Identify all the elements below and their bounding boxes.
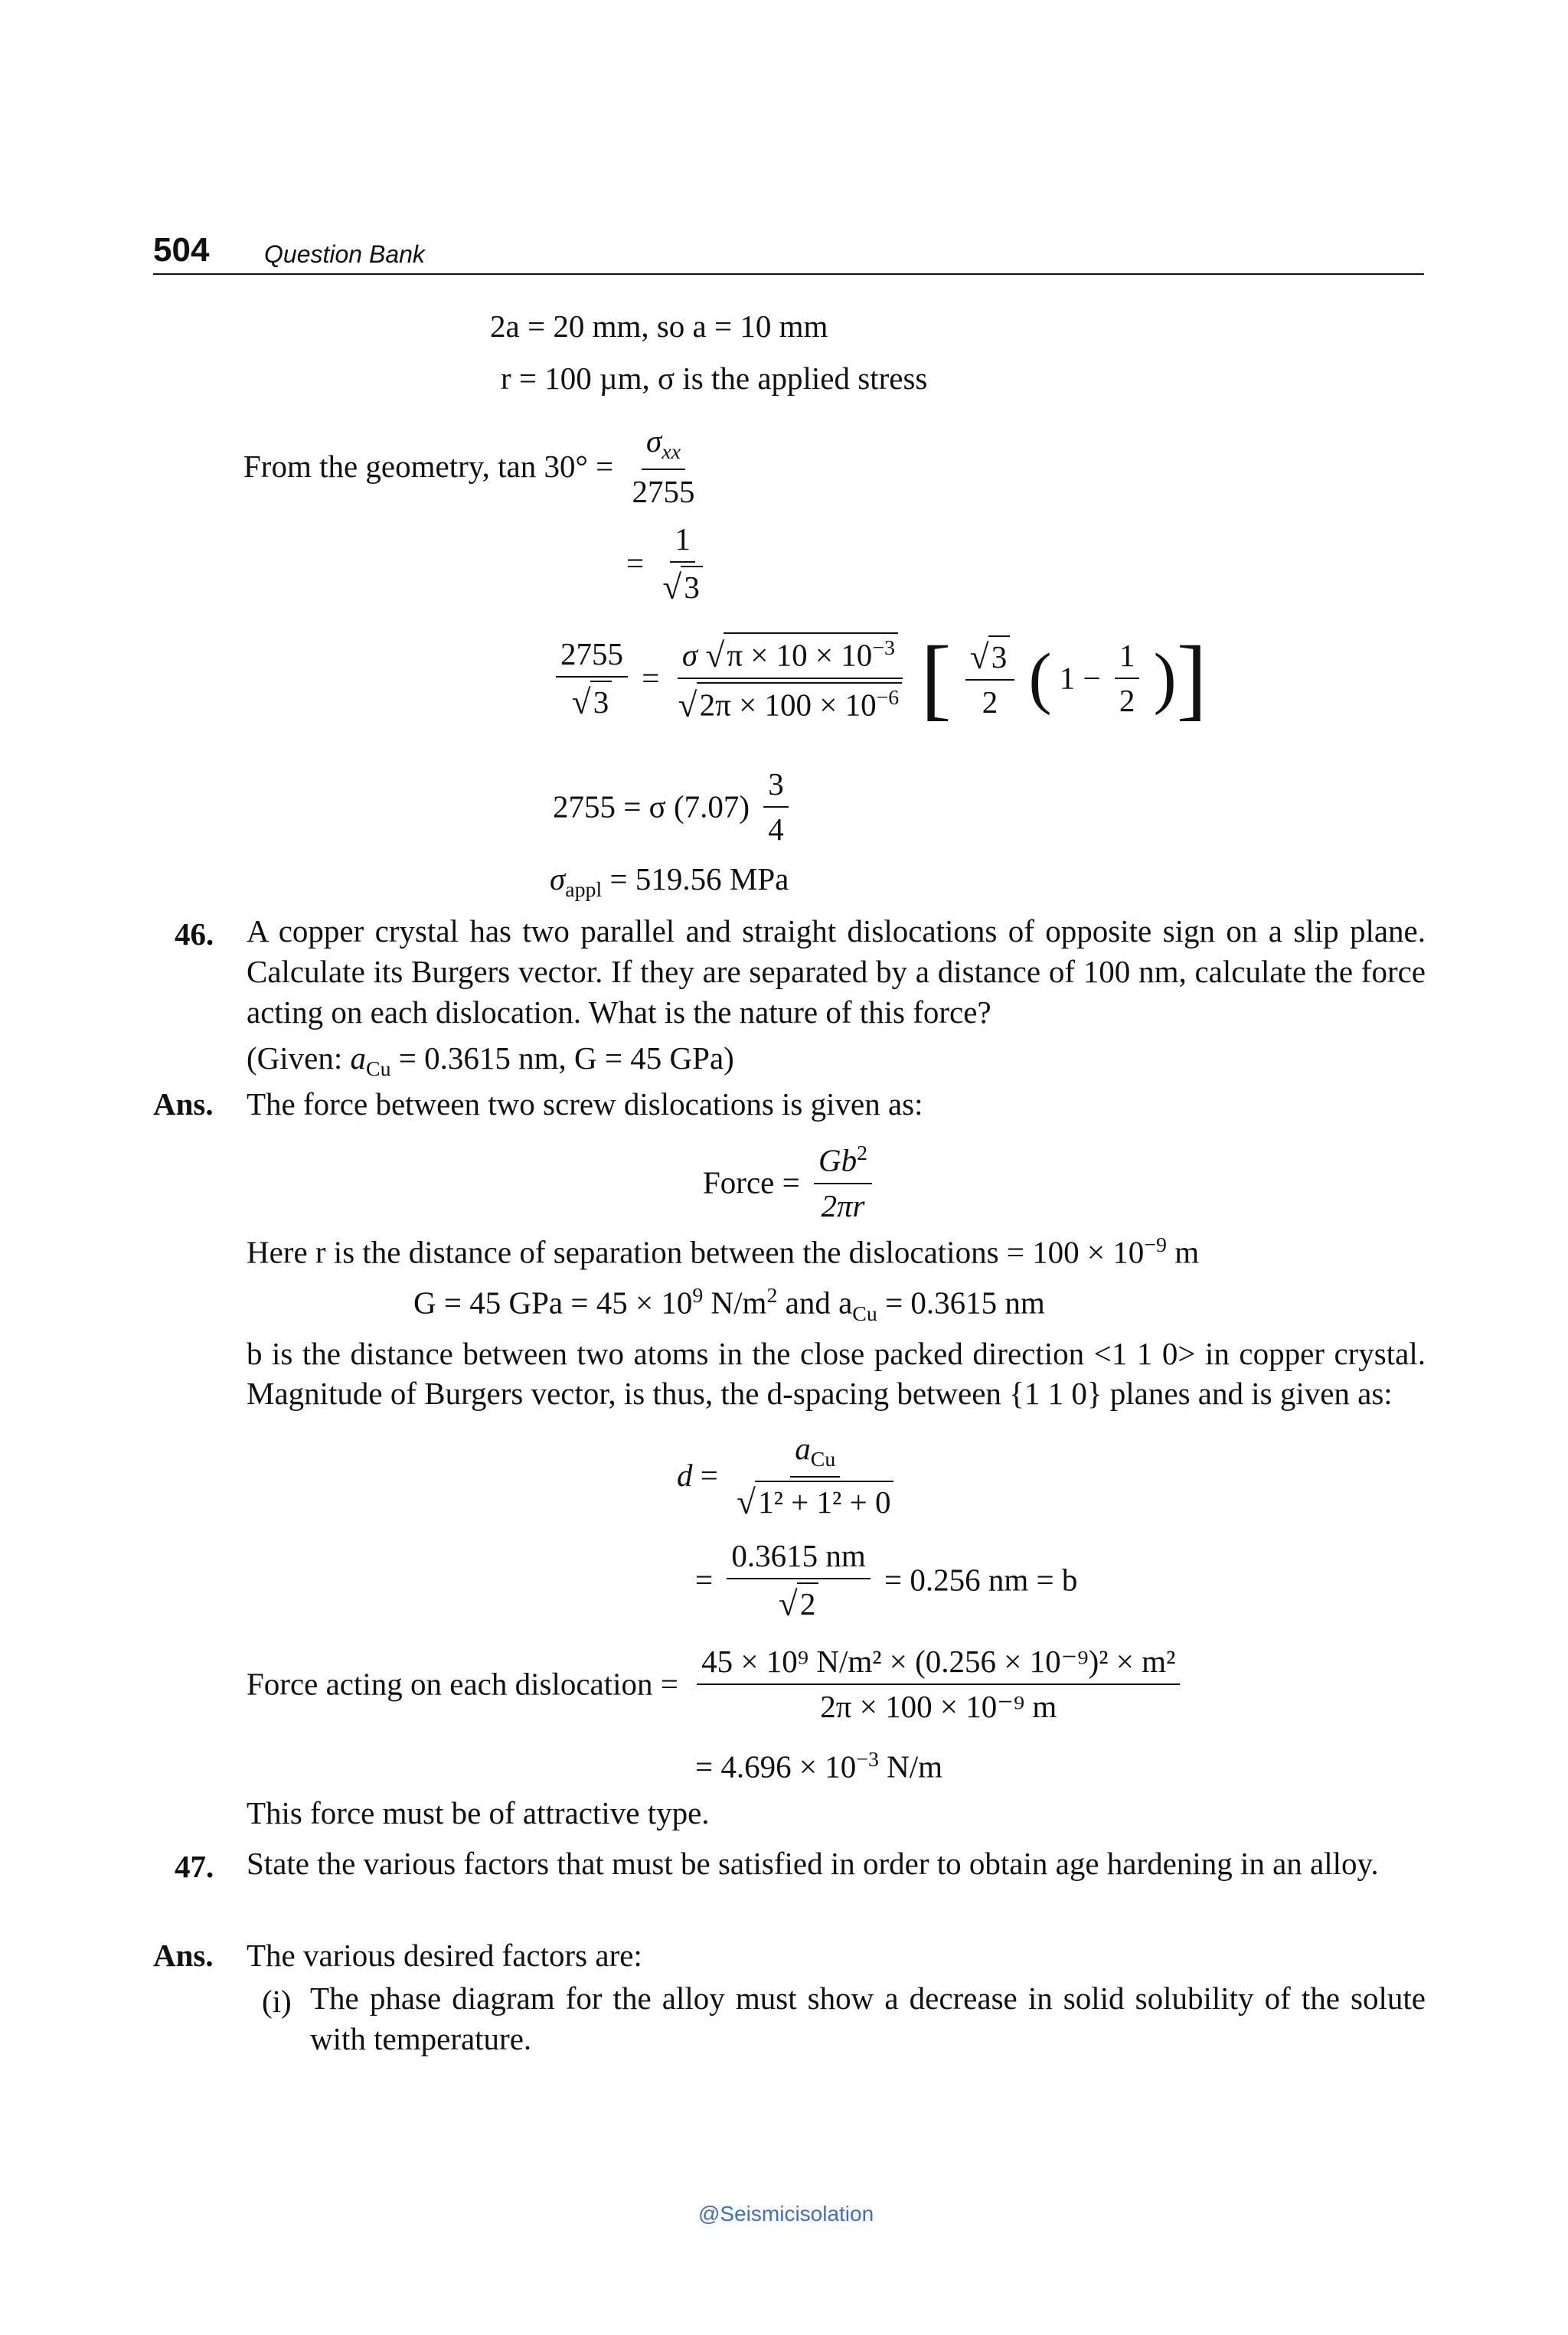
watermark: @Seismicisolation [698, 2202, 874, 2226]
question-47-text: State the various factors that must be satisfied in order to obtain age hardening in an alloy. [247, 1846, 1379, 1881]
equation-2755: 2755 = σ (7.07) $\frac{3}{4}$ [553, 766, 795, 848]
force-nature: This force must be of attractive type. [247, 1795, 710, 1830]
applied-stress-result: $\sigma_{appl} = 519.56$ MPa [550, 861, 789, 903]
answer-47-label: Ans. [153, 1938, 214, 1973]
force-each-dislocation: Force acting on each dislocation = $\frac{\text{45 × 10⁹ N/m² × (0.256 × 10⁻⁹)² × m²}}{\text{2π × 100 × 10⁻⁹ m}}$ [247, 1643, 1186, 1726]
shear-modulus-line: G = 45 GPa = $45 \times 10^9$ $N/m^2$ and $a_{Cu} = 0.3615$ nm [413, 1284, 1045, 1326]
question-47-number: 47. [175, 1849, 214, 1884]
header-rule [153, 273, 1424, 275]
d-spacing-formula: d = $a_{Cu}$ √ 1² + 1² + 0 [677, 1430, 904, 1521]
answer-47-intro: The various desired factors are: [247, 1938, 642, 1973]
list-item-i-text: The phase diagram for the alloy must show a decrease in solid solubility of the solute with temperature. [310, 1981, 1426, 2056]
tan-fraction: $\frac{\sigma_{xx}}{2755}$ [632, 423, 695, 509]
force-formula: Force = $\frac{Gb^2}{2\pi r}$ [703, 1141, 878, 1225]
equation-one-over-root3: = 1 √ 3 [626, 521, 714, 606]
stress-intensity-equation: 2755 √ 3 = σ √ $\pi \times 10 \times 10^{-3}$ √ $2\pi \times 100 \times 10^{-6}$ [ √ 3 2 ( 1 − $\frac{1}{2}$ )] [550, 632, 1207, 724]
separation-distance-line: Here r is the distance of separation between the dislocations = $100 \times 10^{-9}$ m [247, 1233, 1200, 1270]
answer-46-intro: The force between two screw dislocations is given as: [247, 1086, 923, 1122]
question-46-given: (Given: $a_{Cu} = 0.3615$ nm, G = 45 GPa) [247, 1040, 734, 1082]
burgers-vector-explanation: b is the distance between two atoms in the close packed direction <1 1 0> in copper crystal. Magnitude of Burgers vector, is thus, the d-spacing between {1 1 0} planes and is given as: [247, 1336, 1426, 1411]
geometry-prefix: From the geometry, tan 30° = [243, 448, 614, 484]
geometry-equation [243, 423, 705, 511]
question-46-text: A copper crystal has two parallel and straight dislocations of opposite sign on a slip plane. Calculate its Burgers vector. If they are separated by a distance of 100 nm, calculate the force acting on each dislocation. What is the nature of this force? [247, 913, 1426, 1030]
given-line-a: 2a = 20 mm, so a = 10 mm [490, 309, 828, 344]
list-item-i-label: (i) [262, 1984, 292, 2019]
given-line-r: r = 100 µm, σ is the applied stress [501, 361, 928, 396]
answer-46-label: Ans. [153, 1086, 214, 1122]
running-title: Question Bank [264, 240, 425, 268]
page-number: 504 [153, 231, 210, 269]
question-46-number: 46. [175, 916, 214, 952]
force-result: = $4.696 \times 10^{-3}$ N/m [695, 1748, 943, 1785]
d-spacing-value: = 0.3615 nm √ 2 = 0.256 nm = b [695, 1538, 1078, 1624]
